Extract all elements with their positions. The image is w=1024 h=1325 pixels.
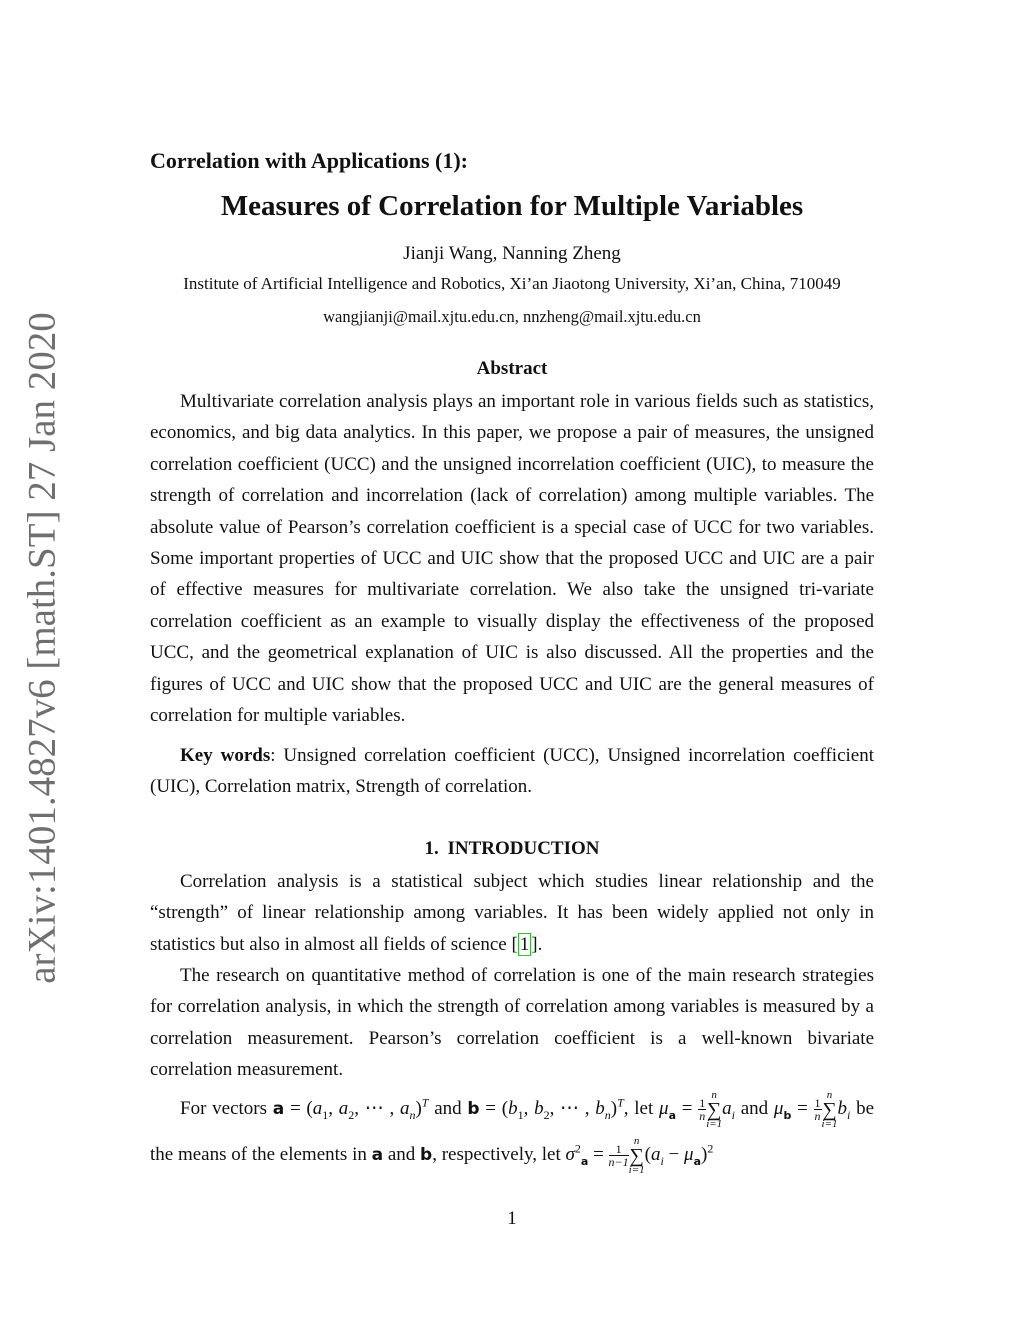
p3-text-1: For vectors [180, 1098, 273, 1119]
arxiv-side-stamp: arXiv:1401.4827v6 [math.ST] 27 Jan 2020 [20, 312, 64, 984]
author-emails: wangjianji@mail.xjtu.edu.cn, nnzheng@mail.xjtu.edu.cn [323, 307, 701, 326]
intro-paragraph-2: The research on quantitative method of correlation is one of the main research strategies for correlation analysis, in which the strength of correlation among variables is measured by a correlation measurement. Pearson’s correlation coefficient is a well-known bivariate correlation measurement. [150, 965, 874, 1081]
series-title: Correlation with Applications (1): [150, 148, 468, 173]
keywords [150, 740, 874, 803]
math-sum: n ∑ i=1 [821, 1088, 838, 1130]
intro-paragraph-3: For vectors $a = (a_1$, $a_2$, ⋯ , $a_n)^T$ and $b = (b_1$, $b_2$, ⋯ , $b_n)^T$, let $\mu_a$ = $\frac{1}{n}$ n ∑ i=1 $a_i$ and $\mu_b$ = $\frac{1}{n}$ n ∑ i=1 $b_i$ be the means of the elements in a and b, respectively, let $\sigma^2_a$ = $\frac{1}{n-1}$ n ∑ i=1 $(a_i - \mu_a)^2$ [150, 1088, 875, 1176]
math-vector-b: b [420, 1145, 433, 1165]
section-heading-introduction: 1. INTRODUCTION [424, 838, 600, 859]
intro-p1-text: Correlation analysis is a statistical subject which studies linear relationship and the “strength” of linear relationship among variables. It has been widely applied not only in statistics but also in almost all fields of science [ [150, 871, 874, 955]
p3-text-3: , let [623, 1098, 660, 1119]
math-sum: n ∑ i=1 [706, 1088, 723, 1130]
math-fraction: $\frac{1}{n}$ [699, 1096, 706, 1124]
p3-text-5: be the means of the elements in [150, 1098, 875, 1165]
p3-text-6: and [383, 1144, 421, 1165]
math-vector-a: a [371, 1145, 384, 1165]
keywords-text: : Unsigned correlation coefficient (UCC), Unsigned incorrelation coefficient (UIC), Correlation matrix, Strength of correlation. [150, 745, 875, 798]
intro-p1-tail: ]. [531, 933, 543, 955]
p3-text-4: and [735, 1098, 774, 1119]
authors: Jianji Wang, Nanning Zheng [403, 243, 621, 264]
math-fraction: $\frac{1}{n}$ [814, 1096, 821, 1124]
citation-link[interactable]: 1 [519, 933, 530, 955]
intro-paragraph-1 [150, 866, 874, 960]
abstract-body: Multivariate correlation analysis plays an important role in various fields such as statistics, economics, and big data analytics. In this paper, we propose a pair of measures, the unsigned correlation coefficient (UCC) and the unsigned incorrelation coefficient (UIC), to measure the strength of correlation and incorrelation (lack of correlation) among multiple variables. The absolute value of Pearson’s correlation coefficient is a special case of UCC for two variables. Some important properties of UCC and UIC show that the proposed UCC and UIC are a pair of effective measures for multivariate correlation. We also take the unsigned tri-variate correlation coefficient as an example to visually display the effectiveness of the proposed UCC, and the geometrical explanation of UIC is also discussed. All the properties and the figures of UCC and UIC show that the proposed UCC and UIC are the general measures of correlation for multiple variables. [150, 391, 874, 727]
math-vector-b: b [467, 1099, 480, 1119]
p3-text-7: , respectively, let [432, 1144, 566, 1165]
paper-title: Measures of Correlation for Multiple Variables [220, 190, 804, 222]
affiliation: Institute of Artificial Intelligence and Robotics, Xi’an Jiaotong University, Xi’an, China, 710049 [183, 274, 841, 293]
math-fraction: $\frac{1}{n-1}$ [608, 1142, 629, 1170]
abstract-heading: Abstract [476, 358, 548, 379]
math-sum: n ∑ i=1 [628, 1134, 645, 1176]
page-number: 1 [507, 1208, 517, 1229]
p3-text-2: and [428, 1098, 468, 1119]
keywords-label: Key words [180, 745, 271, 766]
math-vector-a: a [272, 1099, 285, 1119]
